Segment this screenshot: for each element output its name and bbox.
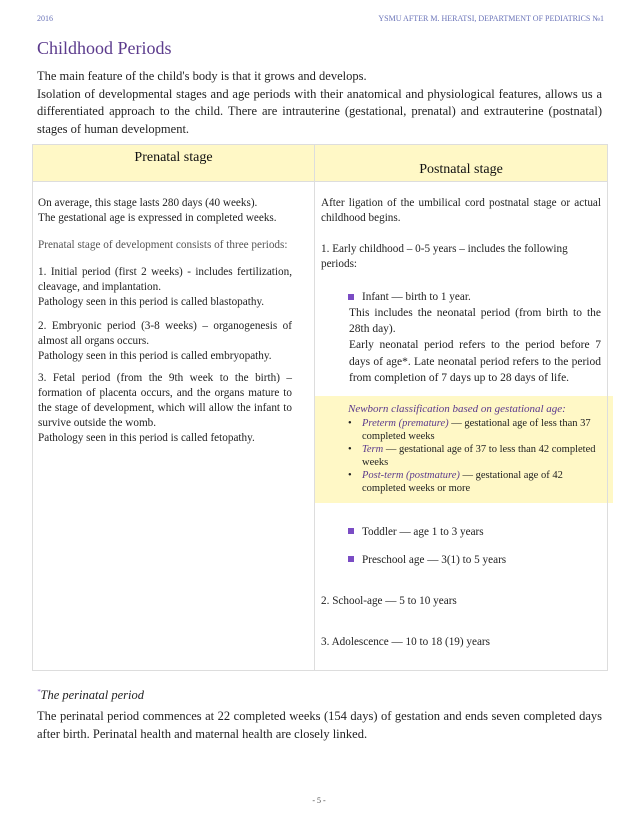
intro-paragraph-1: The main feature of the child's body is that it grows and develops. — [37, 69, 367, 83]
pathology-fetopathy: fetopathy. — [210, 432, 255, 444]
early-childhood-heading: 1. Early childhood – 0-5 years – includes the following periods: — [321, 243, 568, 270]
list-item — [348, 443, 601, 469]
infant-label-row — [321, 290, 601, 305]
infant-neonatal — [321, 305, 601, 337]
newborn-classification-title: Newborn classification based on gestational age: — [348, 402, 566, 415]
fetal-period-block — [38, 371, 292, 446]
initial-period-desc: - includes fertilization, cleavage, and implantation. — [38, 266, 293, 293]
infant-item — [321, 290, 601, 387]
prenatal-cell — [33, 182, 315, 671]
prenatal-duration-block — [38, 196, 292, 226]
toddler-item — [321, 525, 601, 540]
gestational-age-note: The gestational age is expressed in completed weeks. — [38, 212, 277, 224]
page-number: - 5 - — [312, 796, 326, 805]
prenatal-periods-intro: Prenatal stage of development consists of three periods: — [38, 239, 288, 251]
infant-label: Infant — birth to 1 year. — [362, 291, 471, 303]
footnote-marker: * — [37, 688, 41, 696]
list-item — [348, 417, 601, 443]
list-item — [348, 469, 601, 495]
newborn-classification-box — [315, 396, 613, 503]
header-year: 2016 — [37, 14, 53, 23]
fetal-period-pathology — [38, 431, 292, 446]
embryonic-period-desc: organogenesis of almost all organs occurs. — [38, 320, 292, 347]
stages-table — [32, 144, 608, 671]
embryonic-period-description — [38, 319, 292, 349]
term-postterm: Post-term (postmature) — [362, 469, 460, 481]
pathology-embryopathy: embryopathy. — [210, 350, 272, 362]
header-department: YSMU AFTER M. HERATSI, DEPARTMENT OF PEDIATRICS №1 — [378, 14, 604, 23]
page-title: Childhood Periods — [37, 38, 172, 58]
purple-square-bullet-icon — [348, 528, 354, 534]
neonatal-period: the neonatal period (from birth to the 28th day). — [349, 307, 601, 335]
perinatal-text: The perinatal period commences at 22 completed weeks (154 days) of gestation and ends seven completed days after birth. Perinatal health and maternal health are closely linked. — [37, 709, 602, 741]
intro-text — [37, 68, 602, 138]
initial-period-name: Initial period (first 2 weeks) — [50, 266, 183, 278]
fetal-period-description — [38, 371, 292, 431]
prenatal-stage-header: Prenatal stage — [33, 145, 315, 182]
postnatal-stage-header: Postnatal stage — [315, 145, 608, 182]
preschool-item — [321, 553, 601, 568]
initial-period-number: 1. — [38, 266, 47, 278]
school-age-heading: 2. School-age — 5 to 10 years — [321, 594, 457, 607]
pathology-prefix: Pathology seen in this period is called — [38, 350, 211, 362]
prenatal-duration: On average, this stage lasts 280 days (40 weeks). — [38, 197, 258, 209]
fetal-period-desc: – formation of placenta occurs, and the organs mature to the stage of development, which will allow the infant to survive outside the womb. — [38, 372, 293, 429]
initial-period-pathology — [38, 295, 292, 310]
term-term-desc: — gestational age of 37 to less than 42 completed weeks — [362, 443, 596, 468]
preschool-desc: — 3(1) to 5 years — [424, 553, 507, 566]
embryonic-period-pathology — [38, 349, 292, 364]
neonatal-detail: Early neonatal period refers to the period before 7 days of age*. Late neonatal period refers to the period from completion of 7 days up to 28 days of life. — [349, 339, 601, 384]
term-postterm-desc: — gestational age of 42 completed weeks or more — [362, 469, 563, 494]
adolescence-heading: 3. Adolescence — 10 to 18 (19) years — [321, 635, 491, 648]
purple-square-bullet-icon — [348, 556, 354, 562]
embryonic-period-name: 2. Embryonic period (3-8 weeks) – — [38, 320, 208, 332]
fetal-period-name: 3. Fetal period (from the 9th week to the birth) — [38, 372, 280, 384]
initial-period-block — [38, 265, 292, 310]
term-preterm: Preterm (premature) — [362, 417, 449, 429]
pathology-prefix: Pathology seen in this period is called — [38, 432, 211, 444]
intro-paragraph-2: Isolation of developmental stages and age periods with their anatomical and physiological features, allows us a differentiated approach to the child. There are intrauterine (gestational, prenatal) and extrauterine (postnatal) stages of human development. — [37, 86, 602, 136]
term-term: Term — [362, 443, 384, 455]
pathology-prefix: Pathology seen in this period is called — [38, 296, 211, 308]
embryonic-period-block — [38, 319, 292, 364]
postnatal-intro: After ligation of the umbilical cord postnatal stage or actual childhood begins. — [321, 197, 601, 224]
initial-period-description — [38, 265, 292, 295]
term-preterm-desc: — gestational age of less than 37 completed weeks — [362, 417, 591, 442]
newborn-classification-list — [348, 417, 601, 495]
postnatal-cell — [315, 182, 608, 671]
purple-square-bullet-icon — [348, 294, 354, 300]
toddler-desc: — age 1 to 3 years — [396, 525, 484, 538]
perinatal-title — [37, 688, 144, 703]
neonatal-prefix: This includes — [349, 307, 418, 319]
perinatal-title-text: The perinatal period — [40, 688, 144, 703]
pathology-blastopathy: blastopathy. — [210, 296, 265, 308]
toddler-label: Toddler — [362, 525, 397, 538]
preschool-label: Preschool age — [362, 553, 425, 566]
